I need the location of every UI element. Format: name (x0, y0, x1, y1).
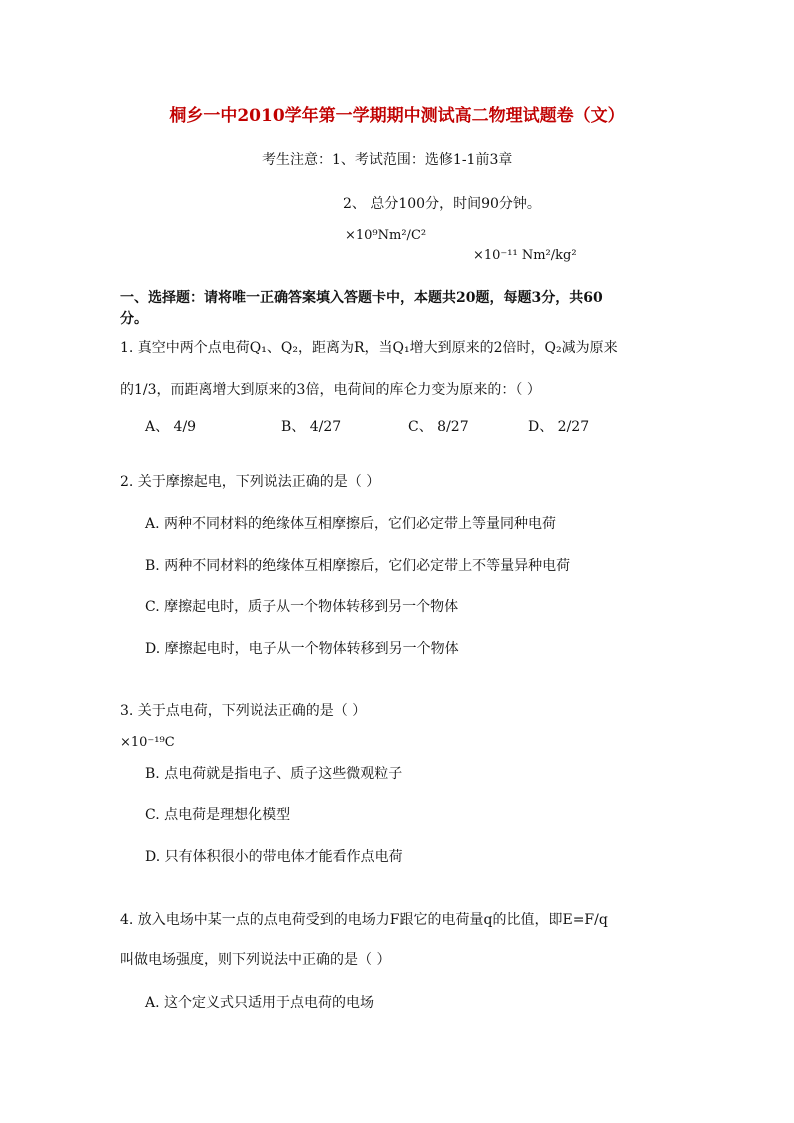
question-2-option-c: C. 摩擦起电时，质子从一个物体转移到另一个物体 (145, 599, 459, 615)
question-2-option-b: B. 两种不同材料的绝缘体互相摩擦后，它们必定带上不等量异种电荷 (145, 558, 571, 574)
question-3-stem: 3. 关于点电荷，下列说法正确的是（ ） (120, 703, 367, 719)
constant-coulomb: ×10⁹Nm²/C² (345, 228, 427, 243)
question-2-option-a: A. 两种不同材料的绝缘体互相摩擦后，它们必定带上等量同种电荷 (145, 516, 557, 532)
question-4-option-a: A. 这个定义式只适用于点电荷的电场 (145, 995, 375, 1011)
question-1-line2: 的1/3，而距离增大到原来的3倍，电荷间的库仑力变为原来的：（ ） (120, 382, 541, 398)
question-1-option-a: A、 4/9 (145, 419, 197, 435)
question-3-option-d: D. 只有体积很小的带电体才能看作点电荷 (145, 849, 403, 865)
question-2-stem: 2. 关于摩擦起电，下列说法正确的是（ ） (120, 474, 381, 490)
question-1-line1: 1. 真空中两个点电荷Q₁、Q₂，距离为R，当Q₁增大到原来的2倍时，Q₂减为原来 (120, 340, 618, 356)
question-4-line2: 叫做电场强度，则下列说法中正确的是（ ） (120, 952, 391, 968)
section-heading-line2: 分。 (120, 311, 148, 327)
question-1-option-c: C、 8/27 (408, 419, 469, 435)
question-1-option-d: D、 2/27 (528, 419, 590, 435)
section-heading-line1: 一、选择题：请将唯一正确答案填入答题卡中，本题共20题，每题3分，共60 (120, 290, 603, 306)
constant-gravitation: ×10⁻¹¹ Nm²/kg² (473, 248, 577, 263)
question-4-line1: 4. 放入电场中某一点的点电荷受到的电场力F跟它的电荷量q的比值，即E=F/q (120, 912, 608, 928)
page-title: 桐乡一中2010学年第一学期期中测试高二物理试题卷（文） (169, 106, 625, 126)
question-1-option-b: B、 4/27 (281, 419, 342, 435)
question-2-option-d: D. 摩擦起电时，电子从一个物体转移到另一个物体 (145, 641, 459, 657)
question-3-option-c: C. 点电荷是理想化模型 (145, 807, 291, 823)
question-3-partial-option-a: ×10⁻¹⁹C (120, 735, 175, 750)
exam-note-score-time: 2、 总分100分，时间90分钟。 (343, 196, 541, 212)
question-3-option-b: B. 点电荷就是指电子、质子这些微观粒子 (145, 766, 403, 782)
exam-note-scope: 考生注意：1、考试范围：选修1-1前3章 (262, 152, 513, 168)
